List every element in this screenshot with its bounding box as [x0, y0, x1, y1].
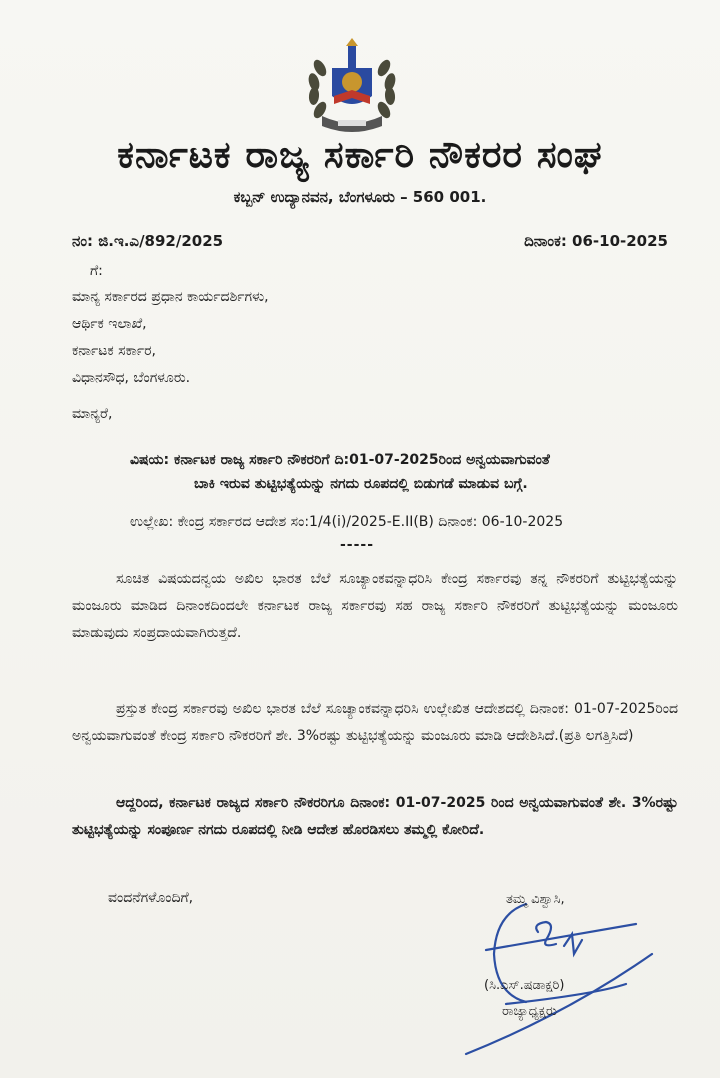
organization-address: ಕಬ್ಬನ್ ಉದ್ಯಾನವನ, ಬೆಂಗಳೂರು – 560 001.: [233, 188, 487, 206]
body-paragraph: ಪ್ರಸ್ತುತ ಕೇಂದ್ರ ಸರ್ಕಾರವು ಅಖಿಲ ಭಾರತ ಬೆಲೆ ಸೂಚ್ಯಾಂಕವನ್ನಾಧರಿಸಿ ಉಲ್ಲೇಖಿತ ಆದೇಶದಲ್ಲಿ ದಿನಾಂಕ: 01-07-2025ರಿಂದ ಅನ್ವಯವಾಗುವಂತೆ ಕೇಂದ್ರ ಸರ್ಕಾರಿ ನೌಕರರಿಗೆ ಶೇ. 3%ರಷ್ಟು ತುಟ್ಟಿಭತ್ಯೆಯನ್ನು ಮಂಜೂರು ಮಾಡಿ ಆದೇಶಿಸಿದೆ.(ಪ್ರತಿ ಲಗತ್ತಿಸಿದೆ): [72, 701, 678, 744]
signature-scribble-icon: [446, 884, 686, 1064]
body-paragraph: ಆದ್ದರಿಂದ, ಕರ್ನಾಟಕ ರಾಜ್ಯದ ಸರ್ಕಾರಿ ನೌಕರರಿಗೂ ದಿನಾಂಕ: 01-07-2025 ರಿಂದ ಅನ್ವಯವಾಗುವಂತೆ ಶೇ. 3%ರಷ್ಟು ತುಟ್ಟಿಭತ್ಯೆಯನ್ನು ಸಂಪೂರ್ಣ ನಗದು ರೂಪದಲ್ಲಿ ನೀಡಿ ಆದೇಶ ಹೊರಡಿಸಲು ತಮ್ಮಲ್ಲಿ ಕೋರಿದೆ.: [72, 795, 678, 838]
addressee-line: ಕರ್ನಾಟಕ ಸರ್ಕಾರ,: [72, 343, 156, 359]
subject-line: ವಿಷಯ: ಕರ್ನಾಟಕ ರಾಜ್ಯ ಸರ್ಕಾರಿ ನೌಕರರಿಗೆ ದಿ:01-07-2025ರಿಂದ ಅನ್ವಯವಾಗುವಂತೆ: [130, 452, 550, 468]
association-emblem-icon: [298, 38, 406, 134]
salutation: ಮಾನ್ಯರೆ,: [72, 406, 113, 422]
organization-title: ಕರ್ನಾಟಕ ರಾಜ್ಯ ಸರ್ಕಾರಿ ನೌಕರರ ಸಂಘ: [117, 133, 603, 176]
subject-line: ಬಾಕಿ ಇರುವ ತುಟ್ಟಿಭತ್ಯೆಯನ್ನು ನಗದು ರೂಪದಲ್ಲಿ ಬಿಡುಗಡೆ ಮಾಡುವ ಬಗ್ಗೆ.: [194, 476, 528, 492]
to-label: ಗೆ:: [90, 263, 103, 279]
reference-number: ನಂ: ಜಿ.ಇ.ಎ/892/2025: [72, 232, 224, 250]
signature-block: [446, 884, 686, 1064]
closing: ವಂದನೆಗಳೊಂದಿಗೆ,: [108, 890, 194, 906]
body-paragraph: ಸೂಚಿತ ವಿಷಯದನ್ವಯ ಅಖಿಲ ಭಾರತ ಬೆಲೆ ಸೂಚ್ಯಾಂಕವನ್ನಾಧರಿಸಿ ಕೇಂದ್ರ ಸರ್ಕಾರವು ತನ್ನ ನೌಕರರಿಗೆ ತುಟ್ಟಿಭತ್ಯೆಯನ್ನು ಮಂಜೂರು ಮಾಡಿದ ದಿನಾಂಕದಿಂದಲೇ ಕರ್ನಾಟಕ ರಾಜ್ಯ ಸರ್ಕಾರವು ಸಹ ರಾಜ್ಯ ಸರ್ಕಾರಿ ನೌಕರರಿಗೆ ತುಟ್ಟಿಭತ್ಯೆಯನ್ನು ಮಂಜೂರು ಮಾಡುವುದು ಸಂಪ್ರದಾಯವಾಗಿರುತ್ತದೆ.: [72, 571, 678, 641]
addressee-line: ಆರ್ಥಿಕ ಇಲಾಖೆ,: [72, 316, 147, 332]
addressee-line: ವಿಧಾನಸೌಧ, ಬೆಂಗಳೂರು.: [72, 370, 191, 386]
signature-yours: ತಮ್ಮ ವಿಶ್ವಾಸಿ,: [506, 892, 565, 907]
subject-block: [130, 448, 690, 496]
reference-line: ಉಲ್ಲೇಖ: ಕೇಂದ್ರ ಸರ್ಕಾರದ ಆದೇಶ ಸಂ:1/4(i)/2025-E.II(B) ದಿನಾಂಕ: 06-10-2025: [130, 514, 564, 530]
signatory-designation: ರಾಜ್ಯಾಧ್ಯಕ್ಷರು: [502, 1004, 557, 1019]
addressee-line: ಮಾನ್ಯ ಸರ್ಕಾರದ ಪ್ರಧಾನ ಕಾರ್ಯದರ್ಶಿಗಳು,: [72, 289, 269, 305]
signatory-name: (ಸಿ.ಎಸ್.ಷಡಾಕ್ಷರಿ): [484, 978, 565, 993]
letter-date: ದಿನಾಂಕ: 06-10-2025: [524, 232, 668, 250]
separator: -----: [340, 537, 375, 553]
